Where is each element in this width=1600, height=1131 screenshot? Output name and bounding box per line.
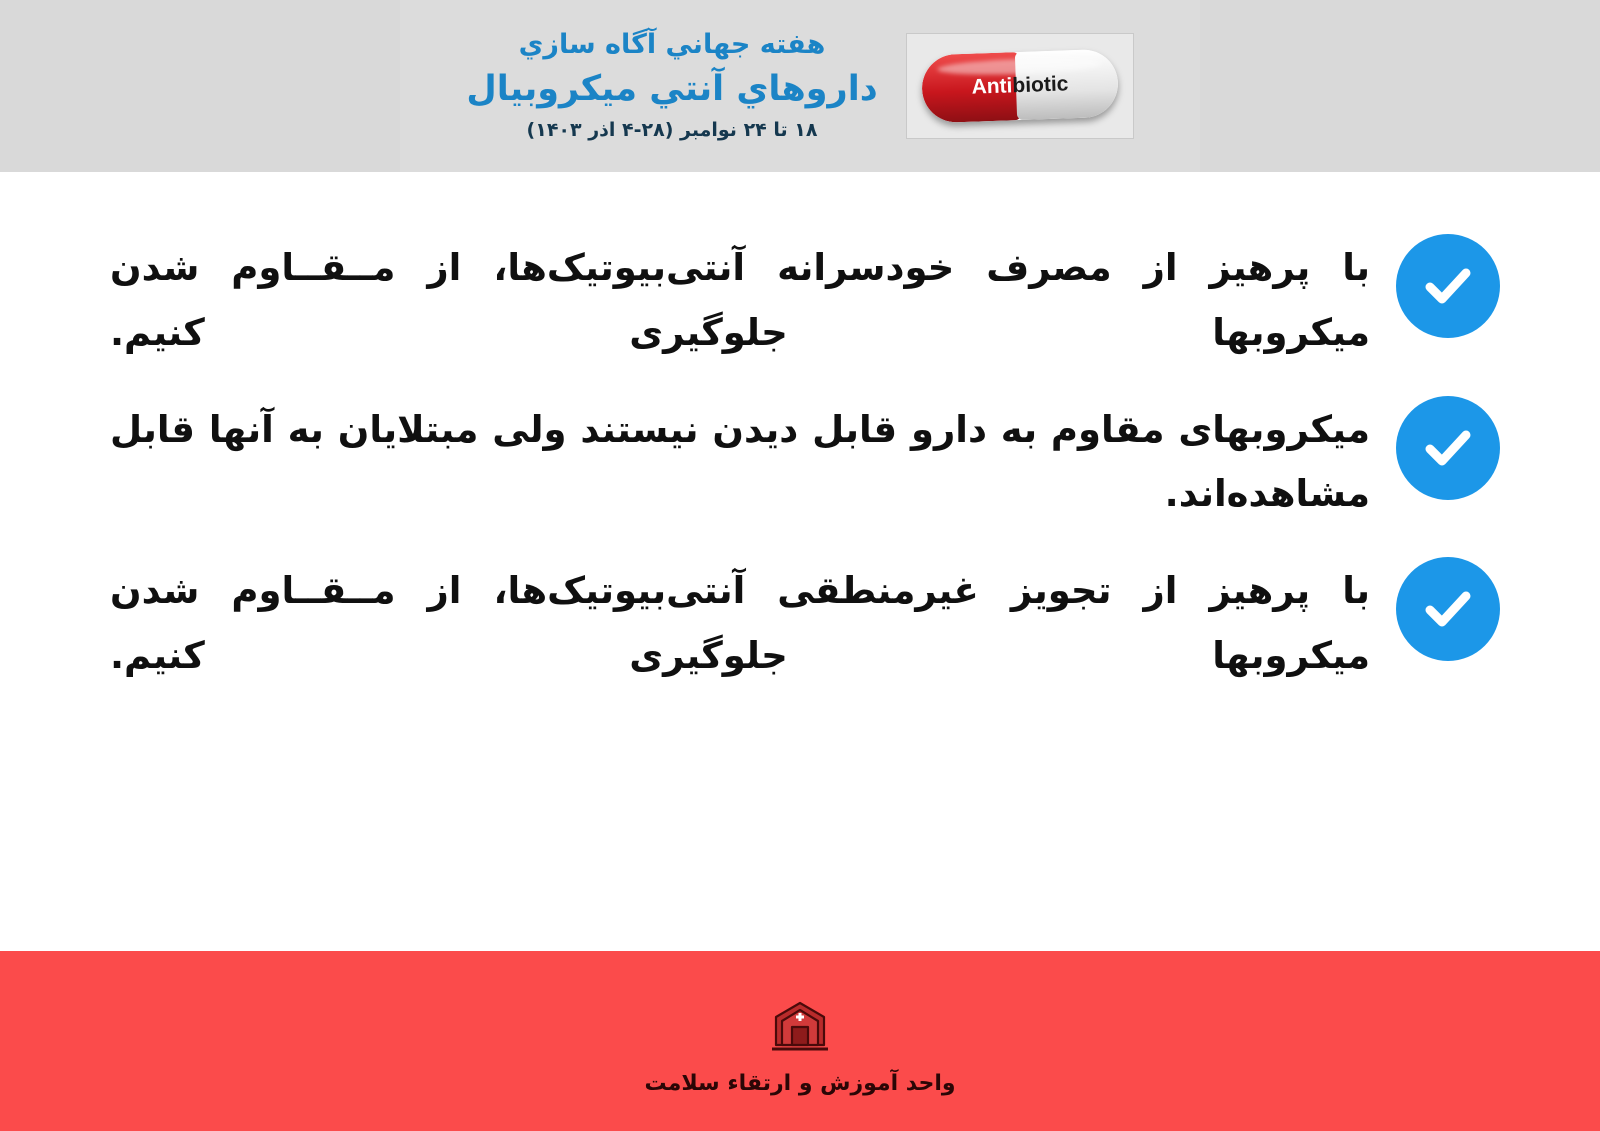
header-band-left-filler — [0, 0, 400, 172]
main-content — [0, 172, 1600, 951]
hospital-emblem-logo-icon — [762, 987, 838, 1061]
header-title-block — [466, 27, 877, 145]
bullet-text: با پرهیز از تجویز غیرمنطقی آنتی‌بیوتیک‌ها، از مــقــاوم شدن میکروبها جلوگیری کنیم. — [110, 569, 1370, 677]
list-item — [110, 553, 1500, 689]
list-item — [110, 230, 1500, 366]
bullet-list — [110, 230, 1500, 689]
bullet-text: با پرهیز از مصرف خودسرانه آنتی‌بیوتیک‌ها، از مــقــاوم شدن میکروبها جلوگیری کنیم. — [110, 246, 1370, 354]
header-band-right-filler — [1200, 0, 1600, 172]
footer-label: واحد آموزش و ارتقاء سلامت — [644, 1070, 956, 1096]
header-content — [400, 0, 1200, 172]
bullet-text: میکروبهای مقاوم به دارو قابل دیدن نیستند ولی مبتلایان به آنها قابل مشاهده‌اند. — [110, 407, 1370, 516]
check-circle-icon — [1396, 557, 1500, 661]
capsule-label-part2: biotic — [1011, 72, 1069, 98]
list-item — [110, 392, 1500, 528]
capsule-label-part1: Anti — [970, 74, 1013, 99]
check-circle-icon — [1396, 396, 1500, 500]
header-title-line1: هفته جهاني آگاه سازي — [518, 29, 826, 61]
header-date-line: ۱۸ تا ۲۴ نوامبر (۲۸-۴ اذر ۱۴۰۳) — [526, 118, 818, 141]
footer-band — [0, 951, 1600, 1131]
check-circle-icon — [1396, 234, 1500, 338]
header-band — [0, 0, 1600, 172]
antibiotic-capsule-image — [906, 33, 1134, 139]
capsule-shape — [921, 49, 1119, 124]
header-title-line2: داروهاي آنتي ميكروبيال — [466, 68, 878, 109]
